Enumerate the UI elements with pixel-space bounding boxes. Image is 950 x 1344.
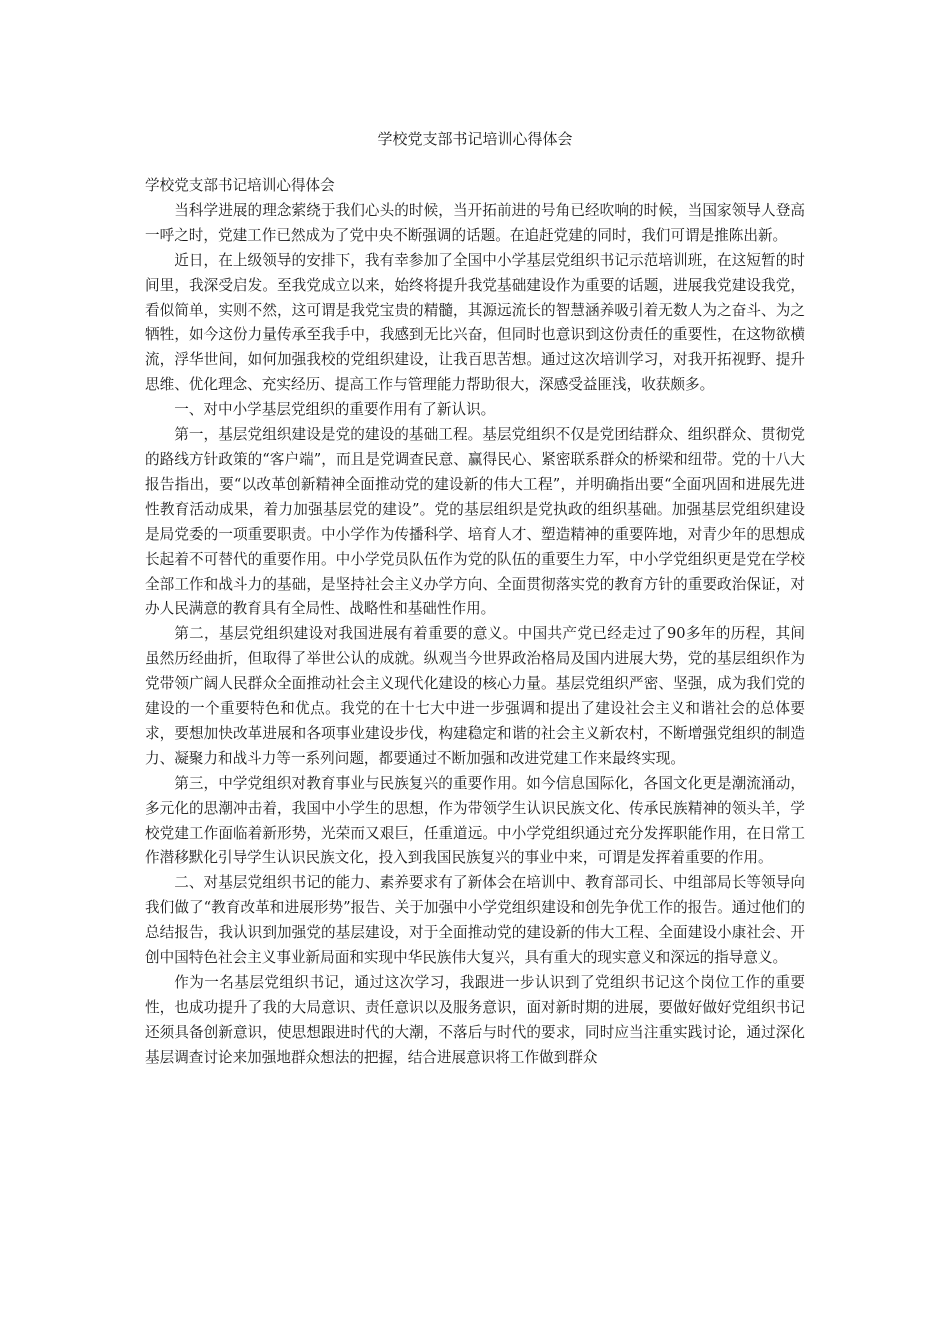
- section-heading: 一、对中小学基层党组织的重要作用有了新认识。: [174, 401, 496, 419]
- document-body: [145, 174, 805, 1071]
- paragraph: 二、对基层党组织书记的能力、素养要求有了新体会在培训中、教育部司长、中组部局长等领导向我们做了“教育改革和进展形势”报告、关于加强中小学党组织建设和创先争优工作的报告。通过他们的总结报告，我认识到加强党的基层建设，对于全面推动党的建设新的伟大工程、全面建设小康社会、开创中国特色社会主义事业新局面和实现中华民族伟大复兴，具有重大的现实意义和深远的指导意义。: [145, 874, 805, 967]
- paragraph: 第三，中学党组织对教育事业与民族复兴的重要作用。如今信息国际化，各国文化更是潮流涌动，多元化的思潮冲击着，我国中小学生的思想，作为带领学生认识民族文化、传承民族精神的领头羊，学校党建工作面临着新形势，光荣而又艰巨，任重道远。中小学党组织通过充分发挥职能作用，在日常工作潜移默化引导学生认识民族文化，投入到我国民族复兴的事业中来，可谓是发挥着重要的作用。: [145, 774, 805, 867]
- paragraph: 近日，在上级领导的安排下，我有幸参加了全国中小学基层党组织书记示范培训班，在这短暂的时间里，我深受启发。至我党成立以来，始终将提升我党基础建设作为重要的话题，进展我党建设我党，看似简单，实则不然，这可谓是我党宝贵的精髓，其源远流长的智慧涵养吸引着无数人为之奋斗、为之牺牲，如今这份力量传承至我手中，我感到无比兴奋，但同时也意识到这份责任的重要性，在这物欲横流，浮华世间，如何加强我校的党组织建设，让我百思苦想。通过这次培训学习，对我开拓视野、提升思维、优化理念、充实经历、提高工作与管理能力帮助很大，深感受益匪浅，收获颇多。: [145, 251, 805, 394]
- paragraph: 当科学进展的理念萦绕于我们心头的时候，当开拓前进的号角已经吹响的时候，当国家领导人登高一呼之时，党建工作已然成为了党中央不断强调的话题。在追赶党建的同时，我们可谓是推陈出新。: [145, 201, 805, 244]
- document-subtitle: 学校党支部书记培训心得体会: [145, 177, 335, 194]
- paragraph: 第二，基层党组织建设对我国进展有着重要的意义。中国共产党已经走过了90多年的历程，其间虽然历经曲折，但取得了举世公认的成就。纵观当今世界政治格局及国内进展大势，党的基层组织作为党带领广阔人民群众全面推动社会主义现代化建设的核心力量。基层党组织严密、坚强，成为我们党的建设的一个重要特色和优点。我党的在十七大中进一步强调和提出了建设社会主义和谐社会的总体要求，要想加快改革进展和各项事业建设步伐，构建稳定和谐的社会主义新农村，不断增强党组织的制造力、凝聚力和战斗力等一系列问题，都要通过不断加强和改进党建工作来最终实现。: [145, 625, 805, 767]
- paragraph: 作为一名基层党组织书记，通过这次学习，我跟进一步认识到了党组织书记这个岗位工作的重要性，也成功提升了我的大局意识、责任意识以及服务意识，面对新时期的进展，要做好做好党组织书记还须具备创新意识，使思想跟进时代的大潮，不落后与时代的要求，同时应当注重实践讨论，通过深化基层调查讨论来加强地群众想法的把握，结合进展意识将工作做到群众: [145, 974, 805, 1066]
- document-title: 学校党支部书记培训心得体会: [377, 130, 573, 148]
- paragraph: 第一，基层党组织建设是党的建设的基础工程。基层党组织不仅是党团结群众、组织群众、贯彻党的路线方针政策的“客户端”，而且是党调查民意、赢得民心、紧密联系群众的桥梁和纽带。党的十八大报告指出，要“以改革创新精神全面推动党的建设新的伟大工程”，并明确指出要“全面巩固和进展先进性教育活动成果，着力加强基层党的建设”。党的基层组织是党执政的组织基础。加强基层党组织建设是局党委的一项重要职责。中小学作为传播科学、培育人才、塑造精神的重要阵地，对青少年的思想成长起着不可替代的重要作用。中小学党员队伍作为党的队伍的重要生力军，中小学党组织更是党在学校全部工作和战斗力的基础，是坚持社会主义办学方向、全面贯彻落实党的教育方针的重要政治保证，对办人民满意的教育具有全局性、战略性和基础性作用。: [145, 426, 805, 618]
